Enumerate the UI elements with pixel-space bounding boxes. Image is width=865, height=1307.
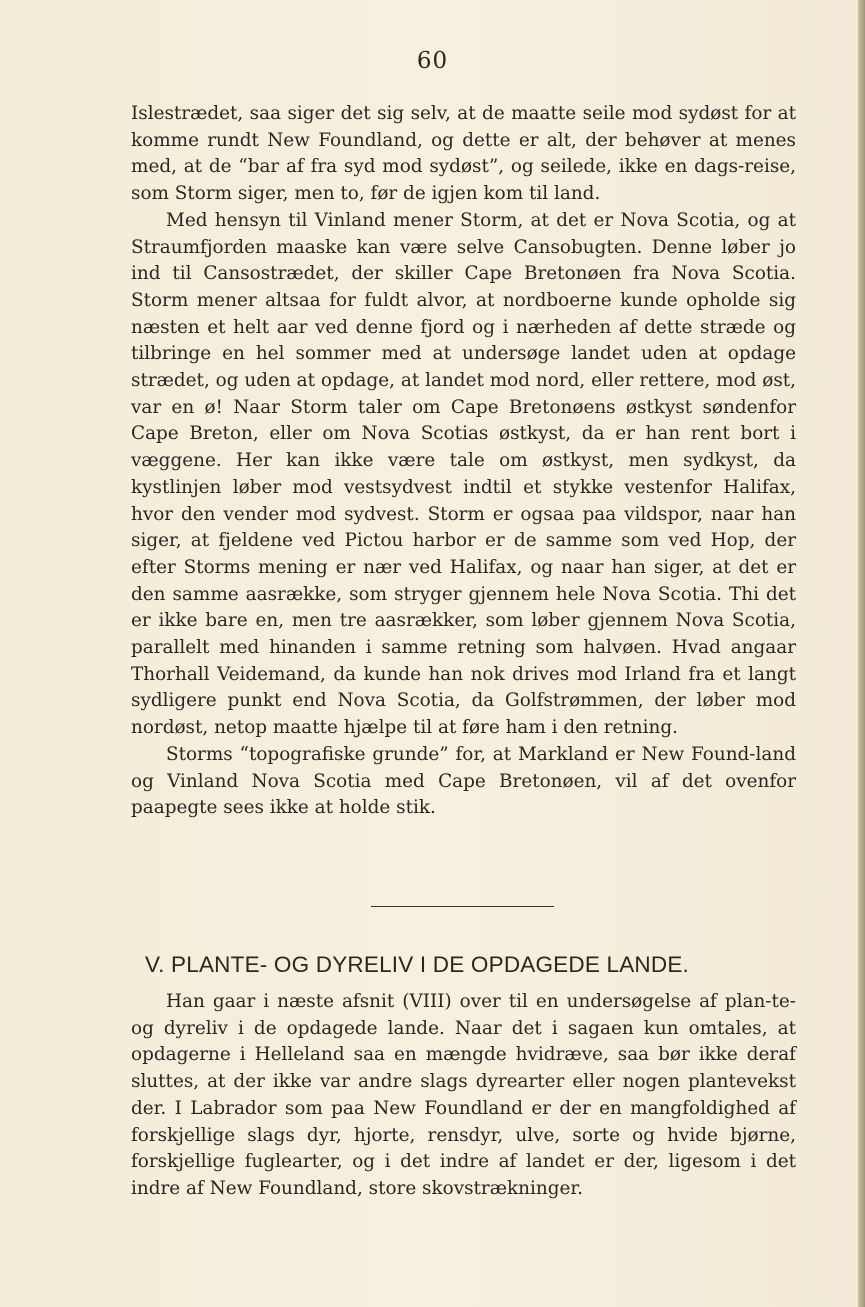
paragraph-topographic-conclusion: Storms “topografiske grunde” for, at Markland er New Found-land og Vinland Nova Scotia med Cape Bretonøen, vil af det ovenfor paapegte sees ikke at holde stik. (131, 743, 796, 819)
text-block-before-section (131, 101, 796, 822)
section-divider (371, 906, 554, 907)
page-number: 60 (416, 48, 449, 74)
section-body (131, 989, 796, 1203)
paragraph-continuation: Islestrædet, saa siger det sig selv, at de maatte seile mod sydøst for at komme rundt New Foundland, og dette er alt, der behøver at menes med, at de “bar af fra syd mod sydøst”, og seilede, ikke en dags-reise, som Storm siger, men to, før de igjen kom til land. (131, 103, 796, 205)
paragraph-plant-animal-life: Han gaar i næste afsnit (VIII) over til en undersøgelse af plan-te- og dyreliv i de opdagede lande. Naar det i sagaen kun omtales, at opdagerne i Helleland saa en mængde hvidræve, saa bør ikke deraf sluttes, at der ikke var andre slags dyrearter eller nogen plantevekst der. I Labrador som paa New Foundland er der en mangfoldighed af forskjellige slags dyr, hjorte, rensdyr, ulve, sorte og hvide bjørne, forskjellige fuglearter, og i det indre af landet er der, ligesom i det indre af New Foundland, store skovstrækninger. (131, 991, 796, 1199)
page-edge-shadow (858, 0, 865, 1307)
paragraph-vinland-discussion: Med hensyn til Vinland mener Storm, at det er Nova Scotia, og at Straumfjorden maaske kan være selve Cansobugten. Denne løber jo ind til Cansostrædet, der skiller Cape Bretonøen fra Nova Scotia. Storm mener altsaa for fuldt alvor, at nordboerne kunde opholde sig næsten et helt aar ved denne fjord og i nærheden af dette stræde og tilbringe en hel sommer med at undersøge landet uden at opdage strædet, og uden at opdage, at landet mod nord, eller rettere, mod øst, var en ø! Naar Storm taler om Cape Bretonøens østkyst søndenfor Cape Breton, eller om Nova Scotias østkyst, da er han rent bort i væggene. Her kan ikke være tale om østkyst, men sydkyst, da kystlinjen løber mod vestsydvest indtil et stykke vestenfor Halifax, hvor den vender mod sydvest. Storm er ogsaa paa vildspor, naar han siger, at fjeldene ved Pictou harbor er de samme som ved Hop, der efter Storms mening er nær ved Halifax, og naar han siger, at det er den samme aasrække, som stryger gjennem hele Nova Scotia. Thi det er ikke bare en, men tre aasrækker, som løber gjennem Nova Scotia, parallelt med hinanden i samme retning som halvøen. Hvad angaar Thorhall Veidemand, da kunde han nok drives mod Irland fra et langt sydligere punkt end Nova Scotia, da Golfstrømmen, der løber mod nordøst, netop maatte hjælpe til at føre ham i den retning. (131, 209, 796, 739)
section-heading: V. PLANTE- OG DYRELIV I DE OPDAGEDE LANDE. (145, 952, 689, 977)
